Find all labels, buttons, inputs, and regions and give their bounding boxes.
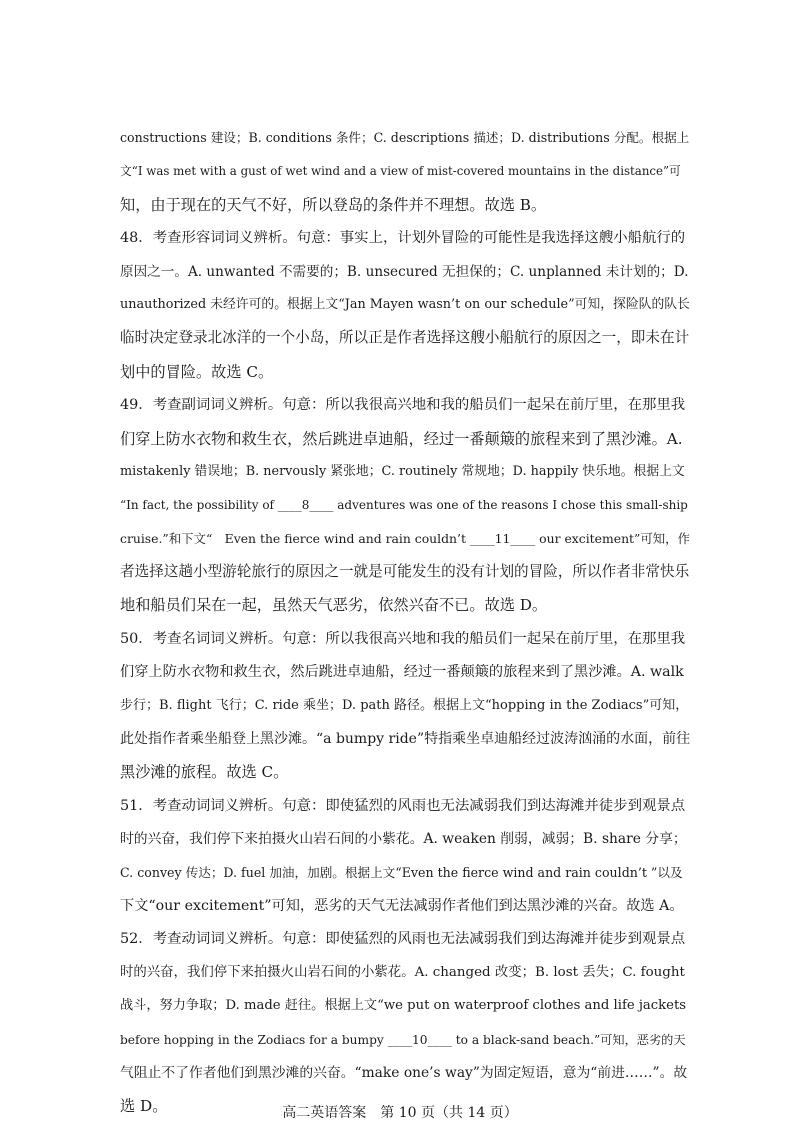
text-line: 51．考查动词词义辨析。句意：即使猛烈的风雨也无法减弱我们到达海滩并徒步到观景点 [120, 797, 686, 814]
text-line: constructions 建设；B. conditions 条件；C. descriptions 描述；D. distributions 分配。根据上 [120, 130, 690, 145]
text-line: 52．考查动词词义辨析。句意：即使猛烈的风雨也无法减弱我们到达海滩并徒步到观景点 [120, 931, 686, 948]
text-line: mistakenly 错误地；B. nervously 紧张地；C. routinely 常规地；D. happily 快乐地。根据上文 [120, 463, 685, 479]
text-line: 步行；B. flight 飞行；C. ride 乘坐；D. path 路径。根据上文“hopping in the Zodiacs”可知， [120, 697, 689, 713]
text-line: 地和船员们呆在一起，虽然天气恶劣，依然兴奋不已。故选 D。 [120, 596, 548, 615]
text-line: 者选择这趟小型游轮旅行的原因之一就是可能发生的没有计划的冒险，所以作者非常快乐 [120, 563, 690, 581]
text-line: 划中的冒险。故选 C。 [120, 362, 274, 381]
text-line: 50．考查名词词义辨析。句意：所以我很高兴地和我的船员们一起呆在前厅里，在那里我 [120, 630, 686, 647]
text-line: 文“I was met with a gust of wet wind and a view of mist-covered mountains in the distance”可 [120, 164, 681, 179]
answer-explanations [120, 128, 690, 1130]
text-line: 知，由于现在的天气不好，所以登岛的条件并不理想。故选 B。 [120, 195, 547, 214]
text-line: 48．考查形容词词义辨析。句意：事实上，计划外冒险的可能性是我选择这艘小船航行的 [120, 230, 686, 247]
text-line: 黑沙滩的旅程。故选 C。 [120, 763, 289, 782]
text-line: 49．考查副词词义辨析。句意：所以我很高兴地和我的船员们一起呆在前厅里，在那里我 [120, 397, 686, 414]
text-line: 战斗，努力争取；D. made 赶往。根据上文“we put on waterproof clothes and life jackets [120, 998, 687, 1014]
text-line: 时的兴奋，我们停下来拍摄火山岩石间的小紫花。A. weaken 削弱，减弱；B. share 分享； [120, 831, 687, 848]
text-line: 气阻止不了作者他们到黑沙滩的兴奋。“make one’s way”为固定短语，意为“前进……”。故 [120, 1064, 688, 1081]
text-line: “In fact, the possibility of ____8____ adventures was one of the reasons I chose this small-ship [120, 498, 688, 513]
text-line: 临时决定登录北冰洋的一个小岛，所以正是作者选择这艘小船航行的原因之一，即未在计 [120, 329, 690, 347]
text-line: 们穿上防水衣物和救生衣，然后跳进卓迪船，经过一番颠簸的旅程来到了黑沙滩。A. walk [120, 664, 684, 681]
text-line: before hopping in the Zodiacs for a bumpy ____10____ to a black-sand beach.”可知，恶劣的天 [120, 1032, 686, 1047]
text-line: 们穿上防水衣物和救生衣，然后跳进卓迪船，经过一番颠簸的旅程来到了黑沙滩。A. [120, 429, 683, 448]
text-line: 时的兴奋，我们停下来拍摄火山岩石间的小紫花。A. changed 改变；B. lost 丢失；C. fought [120, 964, 685, 980]
text-line: unauthorized 未经许可的。根据上文“Jan Mayen wasn’t on our schedule”可知，探险队的队长 [120, 296, 690, 312]
text-line: 此处指作者乘坐船登上黑沙滩。“a bumpy ride”特指乘坐卓迪船经过波涛汹涌的水面，前往 [120, 731, 690, 748]
text-line: 选 D。 [120, 1097, 168, 1116]
text-line: C. convey 传达；D. fuel 加油，加剧。根据上文“Even the fierce wind and rain couldn’t ”以及 [120, 864, 683, 880]
text-line: cruise.”和下文“ Even the fierce wind and rain couldn’t ____11____ our excitement”可知，作 [120, 530, 690, 546]
text-line: 原因之一。A. unwanted 不需要的；B. unsecured 无担保的；C. unplanned 未计划的；D. [120, 263, 689, 280]
page-footer: 高二英语答案 第 10 页（共 14 页） [282, 1105, 518, 1121]
text-line: 下文“our excitement”可知，恶劣的天气无法减弱作者他们到达黑沙滩的兴奋。故选 A。 [120, 897, 684, 914]
